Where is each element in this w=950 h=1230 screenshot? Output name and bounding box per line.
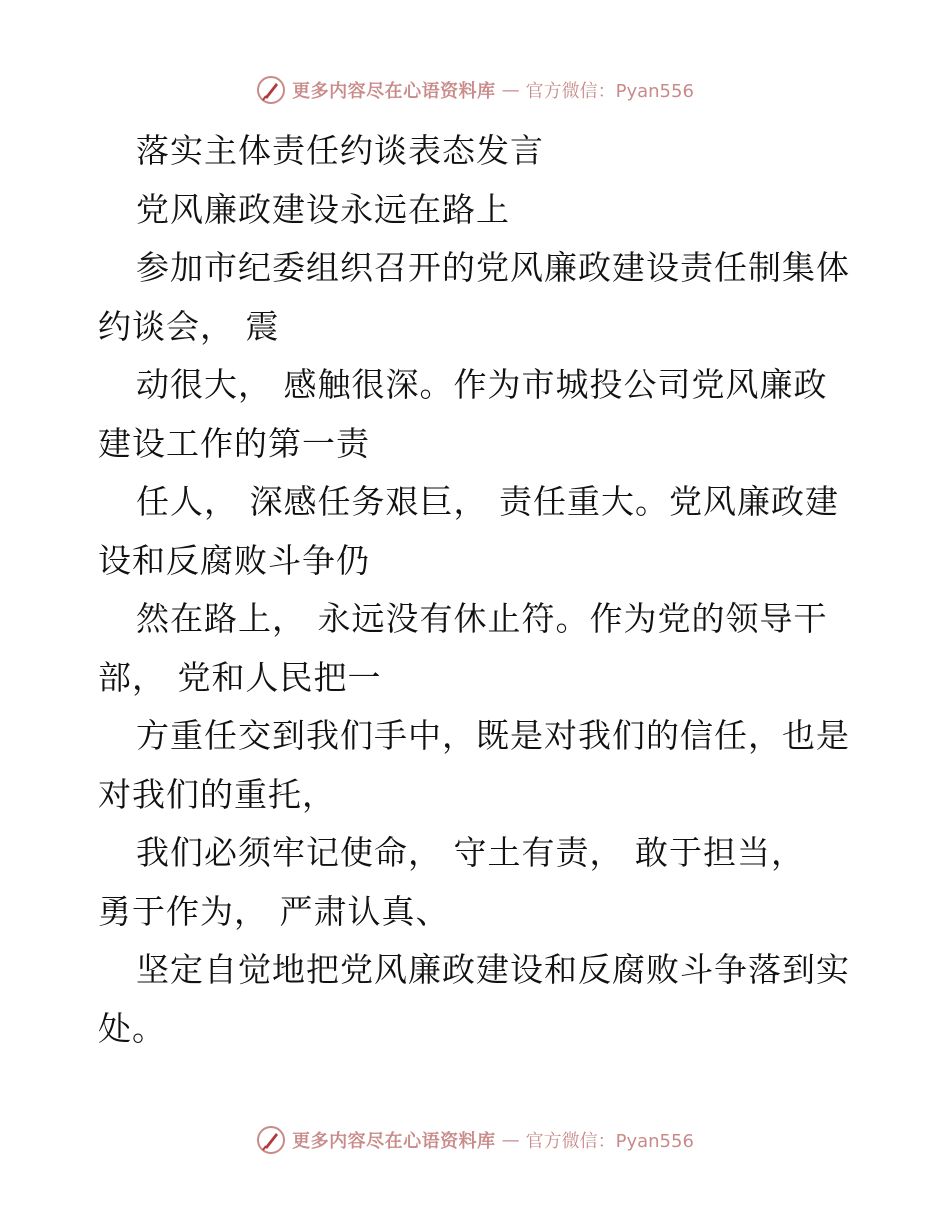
watermark-title: 更多内容尽在心语资料库 xyxy=(292,81,496,102)
paragraph-line: 处。 xyxy=(98,1008,166,1048)
document-body xyxy=(98,122,858,1058)
watermark-wechat: 官方微信：Pyan556 xyxy=(525,81,694,102)
document-title: 落实主体责任约谈表态发言 xyxy=(136,131,544,170)
paragraph-line: 约谈会， 震 xyxy=(98,306,280,346)
paragraph-line: 任人， 深感任务艰巨， 责任重大。党风廉政建 xyxy=(136,482,839,521)
header-watermark xyxy=(0,72,950,108)
paragraph-line: 参加市纪委组织召开的党风廉政建设责任制集体 xyxy=(136,248,850,287)
paragraph-line: 对我们的重托， xyxy=(98,774,336,814)
feather-pen-logo-icon xyxy=(256,1125,286,1155)
paragraph-line: 然在路上， 永远没有休止符。作为党的领导干 xyxy=(136,599,828,638)
paragraph-line: 勇于作为， 严肃认真、 xyxy=(98,891,450,931)
paragraph-line: 方重任交到我们手中，既是对我们的信任，也是 xyxy=(136,716,850,755)
watermark-title: 更多内容尽在心语资料库 xyxy=(292,1131,496,1152)
document-subtitle: 党风廉政建设永远在路上 xyxy=(136,189,510,229)
paragraph-line: 建设工作的第一责 xyxy=(98,423,370,463)
paragraph-line: 动很大， 感触很深。作为市城投公司党风廉政 xyxy=(136,365,828,404)
footer-watermark xyxy=(0,1122,950,1158)
feather-pen-logo-icon xyxy=(256,75,286,105)
watermark-dash: — xyxy=(501,79,520,101)
paragraph-line: 部， 党和人民把一 xyxy=(98,657,382,697)
paragraph-line: 设和反腐败斗争仍 xyxy=(98,540,370,580)
watermark-wechat: 官方微信：Pyan556 xyxy=(525,1131,694,1152)
paragraph-line: 我们必须牢记使命， 守土有责， 敢于担当， xyxy=(136,833,805,872)
paragraph-line: 坚定自觉地把党风廉政建设和反腐败斗争落到实 xyxy=(136,950,850,989)
watermark-dash: — xyxy=(501,1129,520,1151)
